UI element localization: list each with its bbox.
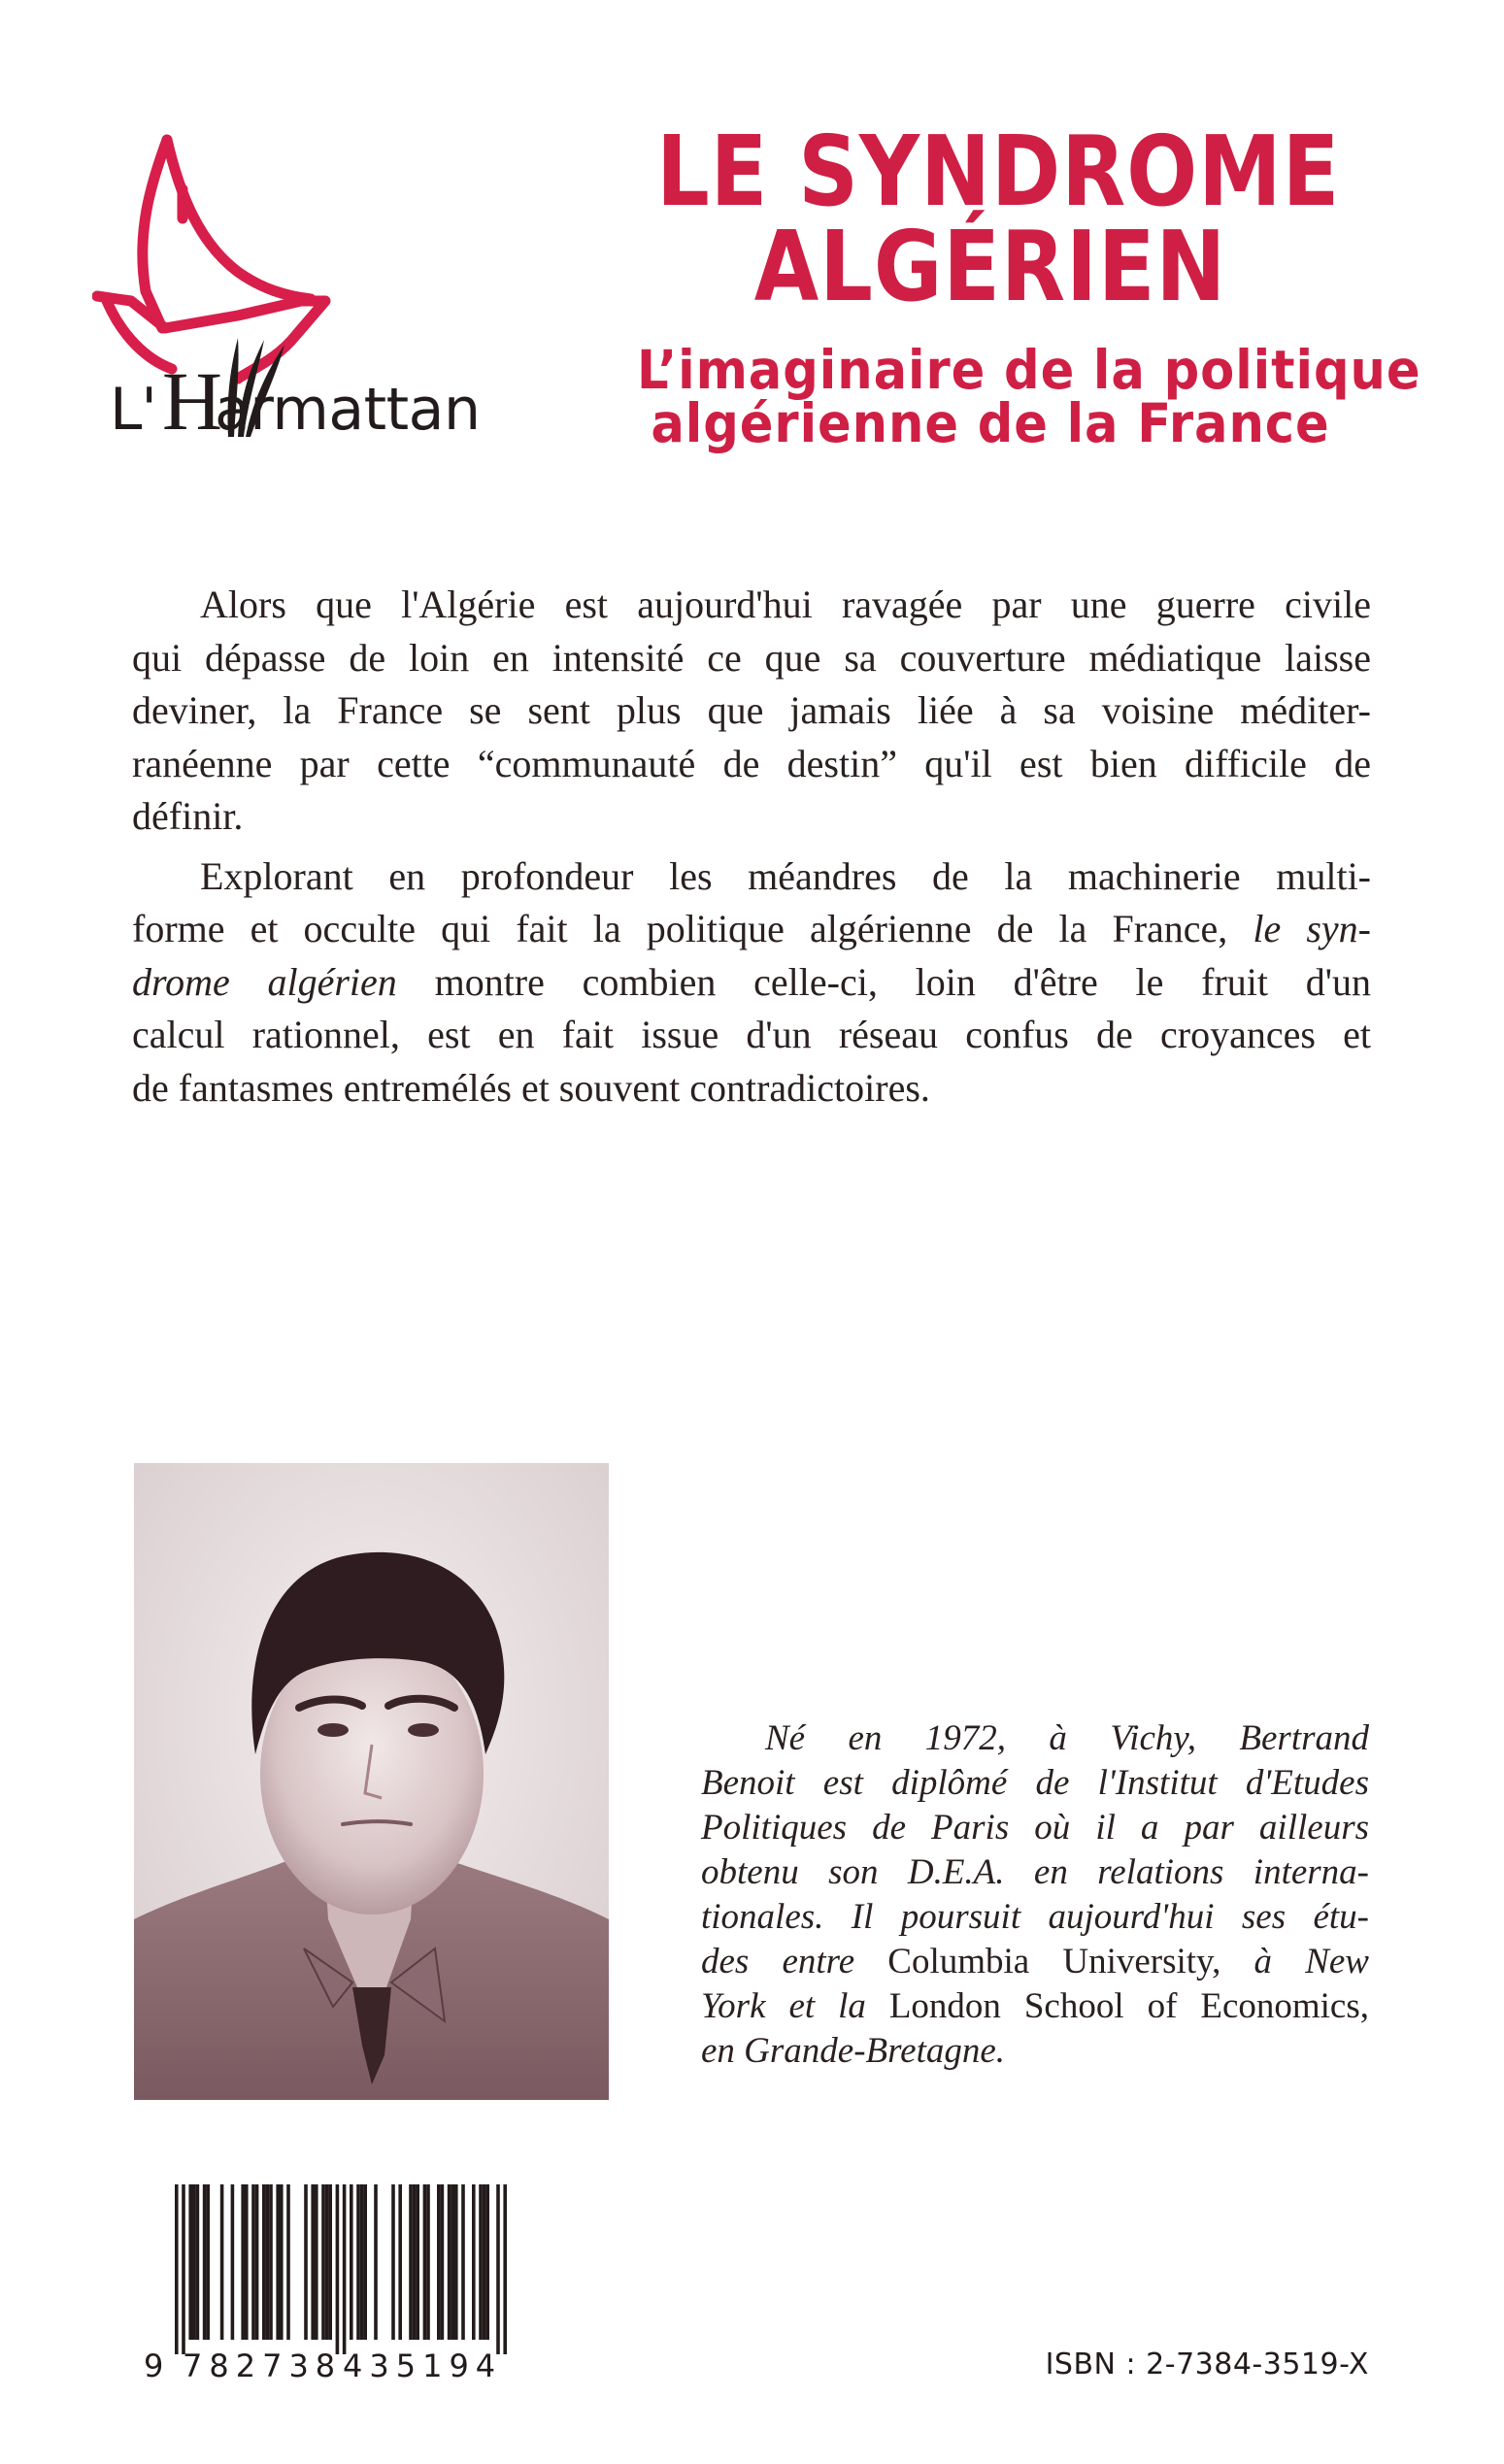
isbn-label: ISBN : 2-7384-3519-X xyxy=(1045,2347,1369,2381)
bio-line xyxy=(701,1984,1369,2029)
back-cover-blurb xyxy=(132,579,1371,1115)
blurb-line: de fantasmes entremélés et souvent contradictoires. xyxy=(132,1065,930,1110)
ean-barcode xyxy=(144,2184,513,2388)
bio-school-name: London School of Economics, xyxy=(888,1986,1369,2026)
blurb-line-text: forme et occulte qui fait la politique algérienne de la France, xyxy=(132,907,1228,950)
bio-segment: à New xyxy=(1220,1942,1369,1981)
bio-segment: des entre xyxy=(701,1942,888,1981)
blurb-line: Alors que l'Algérie est aujourd'hui ravagée par une guerre civile xyxy=(200,583,1371,626)
blurb-line xyxy=(132,956,1371,1010)
blurb-line xyxy=(132,903,1371,956)
bio-line: en Grande-Bretagne. xyxy=(701,2031,1006,2071)
book-subtitle-line-1: L’imaginaire de la politique xyxy=(637,339,1421,401)
blurb-italic-title: drome algérien xyxy=(132,959,397,1004)
bio-line: Né en 1972, à Vichy, Bertrand xyxy=(765,1718,1369,1758)
barcode-digits xyxy=(144,2347,513,2386)
barcode-left-group: 782738 xyxy=(183,2347,343,2384)
author-portrait-image xyxy=(134,1463,609,2100)
blurb-line: ranéenne par cette “communauté de destin” qu'il est bien difficile de xyxy=(132,741,1371,785)
barcode-bars-icon xyxy=(144,2184,513,2354)
barcode-right-group: 435194 xyxy=(343,2347,503,2384)
bio-line: obtenu son D.E.A. en relations interna- xyxy=(701,1852,1369,1892)
blurb-line: définir. xyxy=(132,794,244,838)
bio-line: Benoit est diplômé de l'Institut d'Etudes xyxy=(701,1763,1369,1803)
bio-university-name: Columbia University, xyxy=(887,1942,1221,1981)
blurb-line: qui dépasse de loin en intensité ce que sa couverture médiatique laisse xyxy=(132,635,1371,680)
book-subtitle-line-2: algérienne de la France xyxy=(651,392,1330,454)
blurb-line: Explorant en profondeur les méandres de la machinerie multi- xyxy=(200,853,1371,898)
barcode-first-digit: 9 xyxy=(144,2347,164,2384)
blurb-line: calcul rationnel, est en fait issue d'un réseau confus de croyances et xyxy=(132,1013,1371,1056)
publisher-wordmark xyxy=(110,352,480,450)
blurb-paragraph-2 xyxy=(132,850,1371,1115)
publisher-logo xyxy=(92,126,481,448)
book-title-line-2: ALGÉRIEN xyxy=(753,210,1227,323)
bio-line xyxy=(701,1940,1369,1984)
bio-line: tionales. Il poursuit aujourd'hui ses étu- xyxy=(701,1897,1369,1937)
bio-line: Politiques de Paris où il a par ailleurs xyxy=(701,1808,1369,1848)
blurb-italic-title: le syn- xyxy=(1253,907,1371,950)
book-title-line-1: LE SYNDROME xyxy=(656,115,1341,228)
blurb-paragraph-1 xyxy=(132,579,1371,844)
bio-segment: York et la xyxy=(701,1986,889,2026)
blurb-line: deviner, la France se sent plus que jamais liée à sa voisine méditer- xyxy=(132,688,1371,732)
author-photo xyxy=(134,1463,609,2100)
blurb-line-text: montre combien celle-ci, loin d'être le fruit d'un xyxy=(434,959,1372,1004)
wordmark-initial: H xyxy=(161,354,223,448)
wordmark-rest: armattan xyxy=(215,376,481,444)
wordmark-prefix: L' xyxy=(110,376,156,444)
author-bio xyxy=(701,1716,1369,2074)
